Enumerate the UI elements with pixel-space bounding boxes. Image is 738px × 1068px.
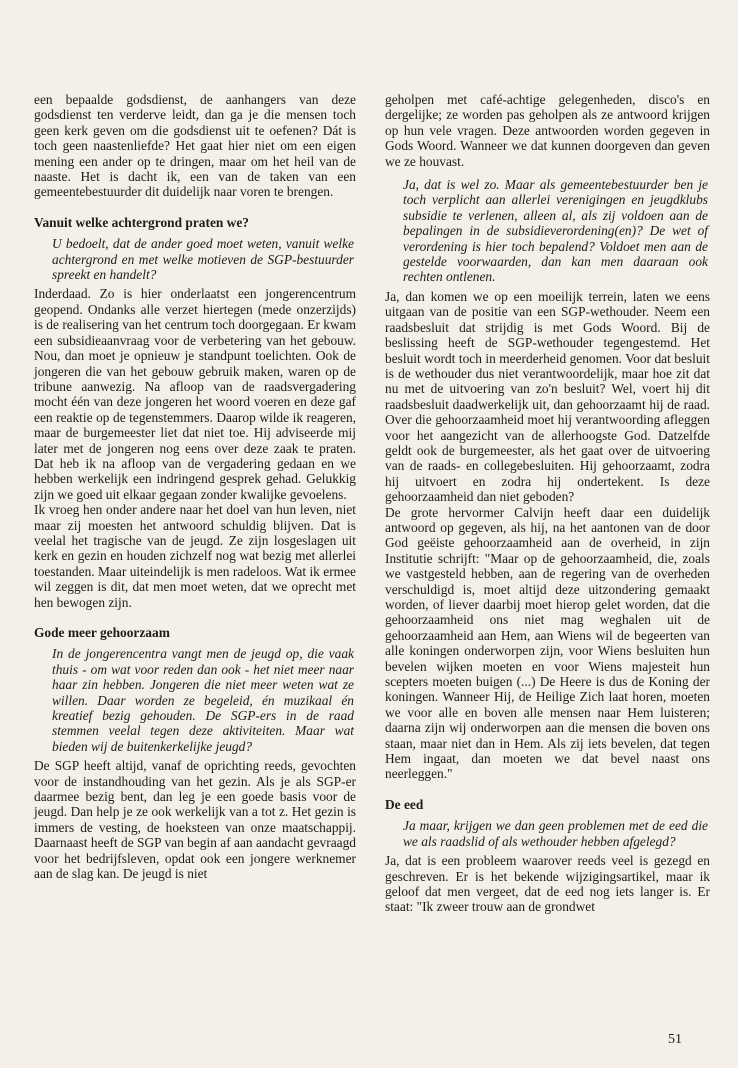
interview-question: In de jongerencentra vangt men de jeugd op, die vaak thuis - om wat voor reden dan ook - het niet meer naar haar zin hebben. Jongeren die niet meer weten wat ze willen. Daar worden ze begeleid, én muzikaal én kreatief bezig gehouden. De SGP-ers in de raad stemmen veelal tegen deze aktiviteiten. Maar wat bieden wij de buitenkerkelijke jeugd?: [52, 646, 354, 754]
interview-question: Ja maar, krijgen we dan geen problemen met de eed die we als raadslid of als wethouder hebben afgelegd?: [403, 818, 708, 849]
paragraph: De SGP heeft altijd, vanaf de oprichting reeds, gevochten voor de instandhouding van het gezin. Als je als SGP-er daarmee bezig bent, dan leg je een goede basis voor de jeugd. Dan help je ze ook werkelijk van a tot z. Het gezin is immers de vesting, de hoeksteen van onze maatschappij. Daarnaast heeft de SGP van begin af aan aandacht gevraagd voor het bedrijfsleven, opdat ook een jongere werknemer aan de slag kan. De jeugd is niet: [34, 758, 356, 882]
section-heading: Gode meer gehoorzaam: [34, 625, 170, 640]
right-column: [385, 92, 710, 915]
left-column: [34, 92, 356, 882]
paragraph: Ik vroeg hen onder andere naar het doel van hun leven, niet maar zij moesten het antwoord schuldig blijven. Dat is veelal het tragische van de jeugd. Ze zijn losgeslagen uit kerk en gezin en houden zichzelf nog wat bezig met allerlei toestanden. Maar uiteindelijk is men radeloos. Wat ik ermee wil zeggen is dit, dat men moet weten, dat we oprecht met hen bewogen zijn.: [34, 502, 356, 610]
page-number: 51: [668, 1032, 682, 1047]
paragraph: Ja, dat is een probleem waarover reeds veel is gezegd en geschreven. Er is het bekende wijzigingsartikel, maar ik geloof dat men vergeet, dat de eed nog iets langer is. Er staat: "Ik zweer trouw aan de grondwet: [385, 853, 710, 915]
section-heading: Vanuit welke achtergrond praten we?: [34, 214, 249, 230]
paragraph: een bepaalde godsdienst, de aanhangers van deze godsdienst ten verderve leidt, dan ga je die mensen toch geen kerk geven om die godsdienst uit te oefenen? Dát is toch geen naastenliefde? Het gaat hier niet om een eigen mening een ander op te dringen, maar om het heil van de naaste. Het is dacht ik, een van de taken van een gemeentebestuurder dit duidelijk naar voren te brengen.: [34, 92, 356, 200]
section-heading: De eed: [385, 796, 424, 812]
paragraph: geholpen met café-achtige gelegenheden, disco's en dergelijke; ze worden pas geholpen als ze antwoord krijgen op hun vele vragen. Deze antwoorden worden gegeven in Gods Woord. Wanneer we dat kunnen doorgeven dan geven we ze houvast.: [385, 92, 710, 169]
paragraph: Ja, dan komen we op een moeilijk terrein, laten we eens uitgaan van de positie van een SGP-wethouder. Neem een raadsbesluit dat strijdig is met Gods Woord. Bij de beslissing heeft de SGP-wethouder tegengestemd. Het besluit wordt toch in meerderheid genomen. Voor dat besluit is de wethouder dus niet verantwoordelijk, maar hoe zit dat nu met de uitvoering van zo'n besluit? Wel, voert hij dit raadsbesluit daadwerkelijk uit, dan gehoorzaamt hij de raad. Over die gehoorzaamheid moet hij verantwoording afleggen voor het aangezicht van de allerhoogste God. Datzelfde geldt ook de burgemeester, als het gaat over de uitvoering van de raads- en collegebesluiten. Hij gehoorzaamt, zodra hij uitvoert en zodra hij ondertekent. Is deze gehoorzaamheid dan niet geboden?: [385, 288, 710, 505]
interview-question: U bedoelt, dat de ander goed moet weten, vanuit welke achtergrond en met welke motieven de SGP-bestuurder spreekt en handelt?: [52, 236, 354, 283]
interview-question: Ja, dat is wel zo. Maar als gemeentebestuurder ben je toch verplicht aan allerlei verenigingen en jeugdklubs subsidie te verlenen, alleen al, als zij voldoen aan de bepalingen in de subsidieverordening(en)? De wet of verordening is hier toch bepalend? Voldoet men aan de gestelde voorwaarden, dan kan men daaraan ook rechten ontlenen.: [403, 177, 708, 285]
paragraph: De grote hervormer Calvijn heeft daar een duidelijk antwoord op gegeven, als hij, na het aantonen van de door God geëiste gehoorzaamheid aan de overheid, in zijn Institutie schrijft: "Maar op de gehoorzaamheid, die, zoals we vastgesteld hebben, aan de regering van de overheden verschuldigd is, moet altijd deze uitzondering gemaakt worden, of liever daarbij moet hierop gelet worden, dat die gehoorzaamheid ons niet mag weghalen uit de gehoorzaamheid aan Hem, aan Wiens wil de begeerten van alle koningen onderworpen zijn, voor Wiens besluiten hun bevelen wijken moeten en voor Wiens majesteit hun scepters moeten buigen (...) De Heere is dus de Koning der koningen. Wanneer Hij, de Heilige Zich laat horen, moeten we voor alle en boven alle mensen naar Hem luisteren; daarna zijn wij onderworpen aan die mensen die boven ons staan, maar niet dan in Hem. Als zij iets bevelen, dat tegen Hem ingaat, dan moeten we dat bevel naast ons neerleggen.": [385, 504, 710, 782]
paragraph: Inderdaad. Zo is hier onderlaatst een jongerencentrum geopend. Ondanks alle verzet hiertegen (mede onzerzijds) is de realisering van het centrum toch doorgegaan. Er kwam een subsidieaanvraag voor de verbetering van het gebouw. Nou, dan moet je opnieuw je standpunt toelichten. Ook de jongeren die van het gebouw gebruik maken, waren op de tribune aanwezig. Na afloop van de raadsvergadering mocht één van deze jongeren het woord voeren en deze gaf een reaktie op de tegenstemmers. Daarop wilde ik reageren, maar de burgemeester liet dat niet toe. Hij adviseerde mij later met de jongeren nog eens over deze zaak te praten. Dat heb ik na afloop van de vergadering gedaan en we hebben werkelijk een indringend gesprek gehad. Gelukkig zijn we goed uit elkaar gegaan zonder kwalijke gevoelens.: [34, 286, 356, 502]
